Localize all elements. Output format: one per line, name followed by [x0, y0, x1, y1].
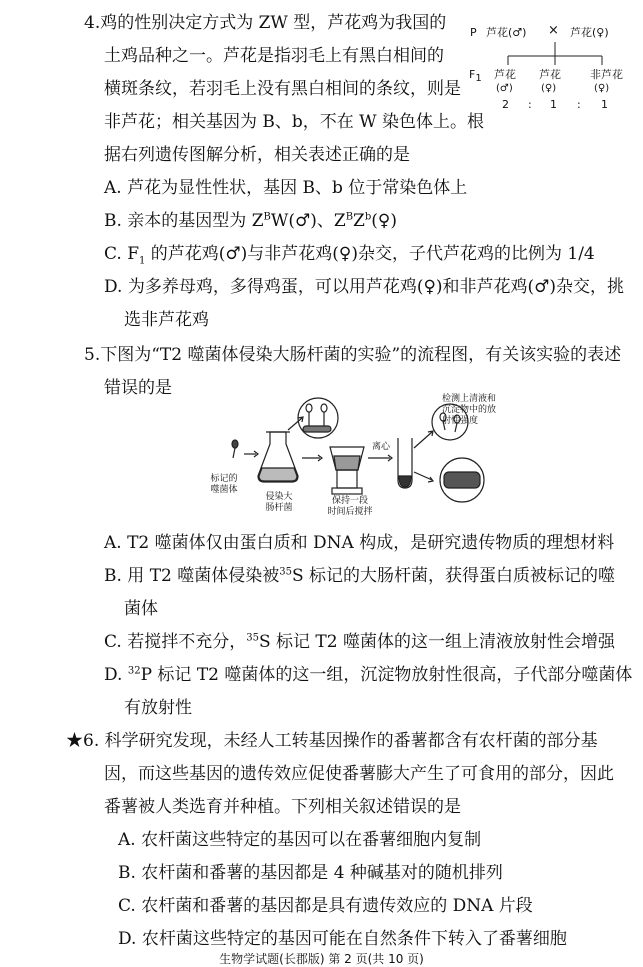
ratio-c: 1 — [601, 98, 608, 111]
q5-option-d-line-1: D. $^{32}$P 标记 T2 噬菌体的这一组，沉淀物放射性很高，子代部分噬菌体 — [104, 665, 633, 685]
q4-option-b: B. 亲本的基因型为 $Z^BW(♂)$、$Z^BZ^b(♀)$ — [104, 211, 397, 231]
q6-stem-line-1: ★6. 科学研究发现，未经人工转基因操作的番薯都含有农杆菌的部分基 — [66, 731, 598, 751]
q4-stem-line-4: 非芦花；相关基因为 B、b，不在 W 染色体上。根 — [104, 112, 485, 132]
q5-option-a: A. T2 噬菌体仅由蛋白质和 DNA 构成，是研究遗传物质的理想材料 — [104, 533, 615, 553]
star-icon: ★ — [66, 731, 83, 751]
ratio-b: 1 — [550, 98, 557, 111]
q4-option-d-line-2: 选非芦花鸡 — [124, 310, 209, 330]
ratio-a: 2 — [502, 98, 509, 111]
q6-stem-line-2: 因，而这些基因的遗传效应促使番薯膨大产生了可食用的部分，因此 — [104, 764, 614, 784]
q6-option-c: C. 农杆菌和番薯的基因都是具有遗传效应的 DNA 片段 — [118, 896, 533, 916]
q4-stem-line-5: 据右列遗传图解分析，相关表述正确的是 — [104, 145, 410, 165]
cross-symbol: × — [548, 23, 559, 38]
q6-option-d: D. 农杆菌这些特定的基因可能在自然条件下转入了番薯细胞 — [118, 929, 567, 949]
f1-offspring-a-sex: (♂) — [496, 83, 513, 94]
ratio-separator-1: : — [528, 98, 532, 111]
q5-stem-line-2: 错误的是 — [104, 378, 172, 398]
label-keep-stir: 保持一段 时间后搅拌 — [327, 496, 373, 517]
label-detect-radioactivity: 检测上清液和 沉淀物中的放 射性强度 — [442, 394, 497, 426]
page-footer: 生物学试题(长郡版) 第 2 页(共 10 页) — [219, 952, 424, 966]
ratio-separator-2: : — [577, 98, 581, 111]
f1-offspring-b-sex: (♀) — [541, 83, 557, 94]
q4-option-d-line-1: D. 为多养母鸡，多得鸡蛋，可以用芦花鸡(♀)和非芦花鸡(♂)杂交，挑 — [104, 277, 625, 297]
q6-stem-line-3: 番薯被人类选育并种植。下列相关叙述错误的是 — [104, 797, 461, 817]
q4-option-a: A. 芦花为显性性状，基因 B、b 位于常染色体上 — [104, 178, 468, 198]
phage-experiment-figure — [200, 392, 520, 520]
q4-option-c: C. $F_1$ 的芦花鸡(♂)与非芦花鸡(♀)杂交，子代芦花鸡的比例为 1/4 — [104, 244, 595, 267]
f1-offspring-c: 非芦花 — [590, 68, 623, 81]
q4-stem-line-1: 4.鸡的性别决定方式为 ZW 型，芦花鸡为我国的 — [84, 13, 447, 33]
q5-option-d-line-2: 有放射性 — [124, 698, 192, 718]
parent-female: 芦花(♀) — [570, 26, 609, 39]
f1-offspring-a: 芦花 — [494, 68, 516, 81]
q5-stem-line-1: 5.下图为“T2 噬菌体侵染大肠杆菌的实验”的流程图，有关该实验的表述 — [84, 345, 622, 365]
q5-option-b-line-2: 菌体 — [124, 599, 158, 619]
q4-stem-line-3: 横斑条纹，若羽毛上没有黑白相间的条纹，则是 — [104, 79, 461, 99]
f1-generation-label: F1 — [469, 68, 482, 85]
q6-option-b: B. 农杆菌和番薯的基因都是 4 种碱基对的随机排列 — [118, 863, 503, 883]
q6-option-a: A. 农杆菌这些特定的基因可以在番薯细胞内复制 — [118, 830, 482, 850]
q5-option-c: C. 若搅拌不充分，$^{35}$S 标记 T2 噬菌体的这一组上清液放射性会增强 — [104, 632, 615, 652]
label-centrifuge: 离心 — [371, 442, 390, 452]
p-generation-label: P — [470, 26, 477, 39]
parent-male: 芦花(♂) — [486, 26, 527, 39]
f1-offspring-c-sex: (♀) — [594, 83, 610, 94]
label-infect-bacteria: 侵染大 肠杆菌 — [265, 492, 293, 513]
label-marked-phage: 标记的 噬菌体 — [210, 474, 238, 495]
cross-lines — [470, 38, 640, 70]
f1-offspring-b: 芦花 — [539, 68, 561, 81]
q4-stem-line-2: 土鸡品种之一。芦花是指羽毛上有黑白相间的 — [104, 46, 444, 66]
q5-option-b-line-1: B. 用 T2 噬菌体侵染被$^{35}$S 标记的大肠杆菌，获得蛋白质被标记的噬 — [104, 566, 616, 586]
